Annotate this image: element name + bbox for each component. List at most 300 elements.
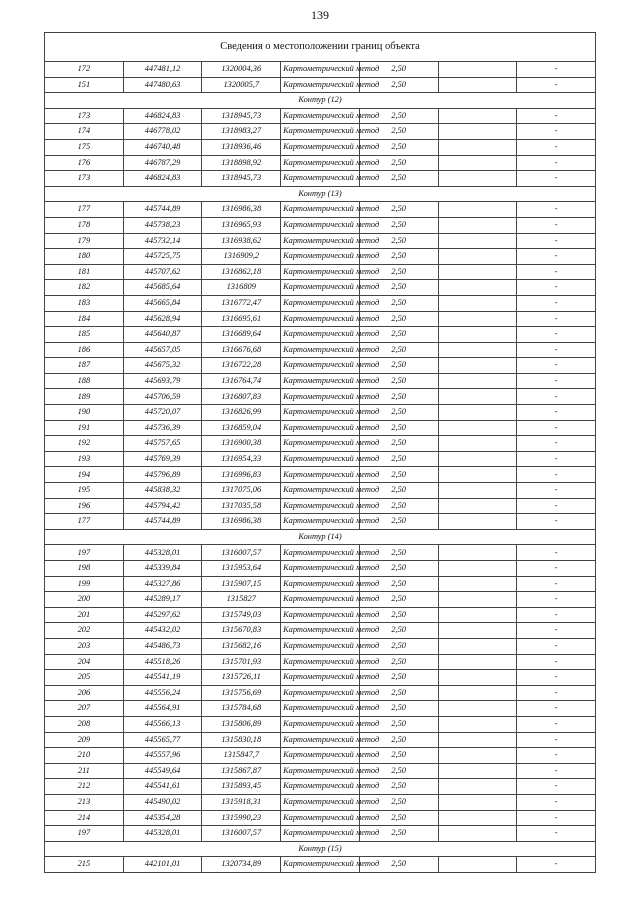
method-cell: Картометрический метод bbox=[281, 202, 360, 218]
note-cell: - bbox=[517, 857, 596, 873]
accuracy-cell: 2,50 bbox=[359, 171, 438, 187]
accuracy-cell: 2,50 bbox=[359, 124, 438, 140]
x-coordinate-cell: 445640,87 bbox=[123, 327, 202, 343]
x-coordinate-cell: 446778,02 bbox=[123, 124, 202, 140]
y-coordinate-cell: 1316965,93 bbox=[202, 217, 281, 233]
extra-cell bbox=[438, 810, 517, 826]
y-coordinate-cell: 1315918,31 bbox=[202, 794, 281, 810]
table-row bbox=[45, 155, 596, 171]
point-number-cell: 177 bbox=[45, 202, 124, 218]
table-row bbox=[45, 483, 596, 499]
extra-cell bbox=[438, 249, 517, 265]
point-number-cell: 184 bbox=[45, 311, 124, 327]
accuracy-cell: 2,50 bbox=[359, 857, 438, 873]
x-coordinate-cell: 445720,07 bbox=[123, 405, 202, 421]
contour-label: Контур (12) bbox=[45, 93, 596, 109]
table-row bbox=[45, 124, 596, 140]
method-cell: Картометрический метод bbox=[281, 358, 360, 374]
accuracy-cell: 2,50 bbox=[359, 779, 438, 795]
method-cell: Картометрический метод bbox=[281, 810, 360, 826]
extra-cell bbox=[438, 576, 517, 592]
x-coordinate-cell: 445486,73 bbox=[123, 638, 202, 654]
accuracy-cell: 2,50 bbox=[359, 685, 438, 701]
y-coordinate-cell: 1315784,68 bbox=[202, 701, 281, 717]
note-cell: - bbox=[517, 826, 596, 842]
method-cell: Картометрический метод bbox=[281, 311, 360, 327]
table-row bbox=[45, 561, 596, 577]
note-cell: - bbox=[517, 561, 596, 577]
extra-cell bbox=[438, 716, 517, 732]
point-number-cell: 213 bbox=[45, 794, 124, 810]
x-coordinate-cell: 445556,24 bbox=[123, 685, 202, 701]
y-coordinate-cell: 1316986,38 bbox=[202, 202, 281, 218]
extra-cell bbox=[438, 155, 517, 171]
method-cell: Картометрический метод bbox=[281, 342, 360, 358]
note-cell: - bbox=[517, 249, 596, 265]
table-row bbox=[45, 763, 596, 779]
point-number-cell: 199 bbox=[45, 576, 124, 592]
table-row bbox=[45, 77, 596, 93]
contour-label: Контур (13) bbox=[45, 186, 596, 202]
table-row bbox=[45, 233, 596, 249]
x-coordinate-cell: 446824,83 bbox=[123, 171, 202, 187]
accuracy-cell: 2,50 bbox=[359, 233, 438, 249]
point-number-cell: 178 bbox=[45, 217, 124, 233]
x-coordinate-cell: 445769,39 bbox=[123, 451, 202, 467]
note-cell: - bbox=[517, 732, 596, 748]
table-row bbox=[45, 498, 596, 514]
point-number-cell: 197 bbox=[45, 545, 124, 561]
extra-cell bbox=[438, 124, 517, 140]
y-coordinate-cell: 1316007,57 bbox=[202, 826, 281, 842]
table-row bbox=[45, 779, 596, 795]
y-coordinate-cell: 1315830,18 bbox=[202, 732, 281, 748]
point-number-cell: 198 bbox=[45, 561, 124, 577]
accuracy-cell: 2,50 bbox=[359, 498, 438, 514]
table-row bbox=[45, 62, 596, 78]
accuracy-cell: 2,50 bbox=[359, 311, 438, 327]
extra-cell bbox=[438, 233, 517, 249]
x-coordinate-cell: 445757,65 bbox=[123, 436, 202, 452]
accuracy-cell: 2,50 bbox=[359, 155, 438, 171]
table-row bbox=[45, 748, 596, 764]
y-coordinate-cell: 1315682,16 bbox=[202, 638, 281, 654]
note-cell: - bbox=[517, 779, 596, 795]
table-row bbox=[45, 280, 596, 296]
x-coordinate-cell: 445628,94 bbox=[123, 311, 202, 327]
y-coordinate-cell: 1318983,27 bbox=[202, 124, 281, 140]
contour-row bbox=[45, 529, 596, 545]
point-number-cell: 208 bbox=[45, 716, 124, 732]
method-cell: Картометрический метод bbox=[281, 264, 360, 280]
table-row bbox=[45, 373, 596, 389]
accuracy-cell: 2,50 bbox=[359, 405, 438, 421]
note-cell: - bbox=[517, 498, 596, 514]
y-coordinate-cell: 1315953,64 bbox=[202, 561, 281, 577]
method-cell: Картометрический метод bbox=[281, 249, 360, 265]
extra-cell bbox=[438, 405, 517, 421]
table-row bbox=[45, 264, 596, 280]
point-number-cell: 173 bbox=[45, 108, 124, 124]
note-cell: - bbox=[517, 171, 596, 187]
point-number-cell: 212 bbox=[45, 779, 124, 795]
table-row bbox=[45, 342, 596, 358]
page-number: 139 bbox=[311, 8, 329, 22]
x-coordinate-cell: 445339,84 bbox=[123, 561, 202, 577]
y-coordinate-cell: 1316954,33 bbox=[202, 451, 281, 467]
table-row bbox=[45, 405, 596, 421]
extra-cell bbox=[438, 436, 517, 452]
y-coordinate-cell: 1318945,73 bbox=[202, 171, 281, 187]
accuracy-cell: 2,50 bbox=[359, 748, 438, 764]
accuracy-cell: 2,50 bbox=[359, 607, 438, 623]
point-number-cell: 206 bbox=[45, 685, 124, 701]
point-number-cell: 211 bbox=[45, 763, 124, 779]
note-cell: - bbox=[517, 295, 596, 311]
extra-cell bbox=[438, 545, 517, 561]
note-cell: - bbox=[517, 327, 596, 343]
point-number-cell: 204 bbox=[45, 654, 124, 670]
method-cell: Картометрический метод bbox=[281, 607, 360, 623]
note-cell: - bbox=[517, 592, 596, 608]
extra-cell bbox=[438, 389, 517, 405]
extra-cell bbox=[438, 638, 517, 654]
point-number-cell: 182 bbox=[45, 280, 124, 296]
extra-cell bbox=[438, 748, 517, 764]
note-cell: - bbox=[517, 124, 596, 140]
y-coordinate-cell: 1316986,38 bbox=[202, 514, 281, 530]
x-coordinate-cell: 446787,29 bbox=[123, 155, 202, 171]
point-number-cell: 197 bbox=[45, 826, 124, 842]
extra-cell bbox=[438, 311, 517, 327]
y-coordinate-cell: 1315867,87 bbox=[202, 763, 281, 779]
contour-row bbox=[45, 186, 596, 202]
note-cell: - bbox=[517, 483, 596, 499]
accuracy-cell: 2,50 bbox=[359, 483, 438, 499]
x-coordinate-cell: 445736,39 bbox=[123, 420, 202, 436]
method-cell: Картометрический метод bbox=[281, 171, 360, 187]
y-coordinate-cell: 1315726,11 bbox=[202, 670, 281, 686]
accuracy-cell: 2,50 bbox=[359, 561, 438, 577]
point-number-cell: 172 bbox=[45, 62, 124, 78]
table-row bbox=[45, 701, 596, 717]
x-coordinate-cell: 445675,32 bbox=[123, 358, 202, 374]
point-number-cell: 180 bbox=[45, 249, 124, 265]
table-row bbox=[45, 139, 596, 155]
x-coordinate-cell: 445557,96 bbox=[123, 748, 202, 764]
point-number-cell: 189 bbox=[45, 389, 124, 405]
accuracy-cell: 2,50 bbox=[359, 716, 438, 732]
x-coordinate-cell: 442101,01 bbox=[123, 857, 202, 873]
y-coordinate-cell: 1316862,18 bbox=[202, 264, 281, 280]
method-cell: Картометрический метод bbox=[281, 483, 360, 499]
table-row bbox=[45, 295, 596, 311]
extra-cell bbox=[438, 171, 517, 187]
accuracy-cell: 2,50 bbox=[359, 202, 438, 218]
note-cell: - bbox=[517, 342, 596, 358]
extra-cell bbox=[438, 295, 517, 311]
extra-cell bbox=[438, 732, 517, 748]
table-row bbox=[45, 217, 596, 233]
extra-cell bbox=[438, 794, 517, 810]
point-number-cell: 173 bbox=[45, 171, 124, 187]
x-coordinate-cell: 445744,89 bbox=[123, 514, 202, 530]
extra-cell bbox=[438, 779, 517, 795]
note-cell: - bbox=[517, 607, 596, 623]
accuracy-cell: 2,50 bbox=[359, 373, 438, 389]
accuracy-cell: 2,50 bbox=[359, 217, 438, 233]
x-coordinate-cell: 445327,86 bbox=[123, 576, 202, 592]
note-cell: - bbox=[517, 701, 596, 717]
y-coordinate-cell: 1317035,58 bbox=[202, 498, 281, 514]
accuracy-cell: 2,50 bbox=[359, 295, 438, 311]
y-coordinate-cell: 1318945,73 bbox=[202, 108, 281, 124]
table-row bbox=[45, 638, 596, 654]
note-cell: - bbox=[517, 155, 596, 171]
method-cell: Картометрический метод bbox=[281, 763, 360, 779]
y-coordinate-cell: 1316722,28 bbox=[202, 358, 281, 374]
extra-cell bbox=[438, 342, 517, 358]
method-cell: Картометрический метод bbox=[281, 155, 360, 171]
note-cell: - bbox=[517, 202, 596, 218]
extra-cell bbox=[438, 420, 517, 436]
accuracy-cell: 2,50 bbox=[359, 264, 438, 280]
accuracy-cell: 2,50 bbox=[359, 623, 438, 639]
x-coordinate-cell: 447481,12 bbox=[123, 62, 202, 78]
contour-row bbox=[45, 93, 596, 109]
y-coordinate-cell: 1316909,2 bbox=[202, 249, 281, 265]
point-number-cell: 179 bbox=[45, 233, 124, 249]
point-number-cell: 187 bbox=[45, 358, 124, 374]
extra-cell bbox=[438, 451, 517, 467]
extra-cell bbox=[438, 826, 517, 842]
note-cell: - bbox=[517, 139, 596, 155]
method-cell: Картометрический метод bbox=[281, 857, 360, 873]
extra-cell bbox=[438, 108, 517, 124]
x-coordinate-cell: 445732,14 bbox=[123, 233, 202, 249]
y-coordinate-cell: 1316695,61 bbox=[202, 311, 281, 327]
table-row bbox=[45, 327, 596, 343]
table-row bbox=[45, 670, 596, 686]
method-cell: Картометрический метод bbox=[281, 233, 360, 249]
x-coordinate-cell: 445432,02 bbox=[123, 623, 202, 639]
y-coordinate-cell: 1316859,04 bbox=[202, 420, 281, 436]
method-cell: Картометрический метод bbox=[281, 108, 360, 124]
note-cell: - bbox=[517, 670, 596, 686]
accuracy-cell: 2,50 bbox=[359, 794, 438, 810]
method-cell: Картометрический метод bbox=[281, 327, 360, 343]
accuracy-cell: 2,50 bbox=[359, 436, 438, 452]
method-cell: Картометрический метод bbox=[281, 514, 360, 530]
method-cell: Картометрический метод bbox=[281, 748, 360, 764]
note-cell: - bbox=[517, 794, 596, 810]
method-cell: Картометрический метод bbox=[281, 436, 360, 452]
point-number-cell: 175 bbox=[45, 139, 124, 155]
x-coordinate-cell: 446740,48 bbox=[123, 139, 202, 155]
y-coordinate-cell: 1315847,7 bbox=[202, 748, 281, 764]
extra-cell bbox=[438, 483, 517, 499]
point-number-cell: 195 bbox=[45, 483, 124, 499]
note-cell: - bbox=[517, 638, 596, 654]
x-coordinate-cell: 445564,91 bbox=[123, 701, 202, 717]
table-row bbox=[45, 420, 596, 436]
note-cell: - bbox=[517, 514, 596, 530]
point-number-cell: 192 bbox=[45, 436, 124, 452]
method-cell: Картометрический метод bbox=[281, 420, 360, 436]
method-cell: Картометрический метод bbox=[281, 77, 360, 93]
y-coordinate-cell: 1316772,47 bbox=[202, 295, 281, 311]
method-cell: Картометрический метод bbox=[281, 794, 360, 810]
x-coordinate-cell: 445796,89 bbox=[123, 467, 202, 483]
contour-row bbox=[45, 841, 596, 857]
x-coordinate-cell: 445838,32 bbox=[123, 483, 202, 499]
point-number-cell: 193 bbox=[45, 451, 124, 467]
point-number-cell: 203 bbox=[45, 638, 124, 654]
note-cell: - bbox=[517, 264, 596, 280]
point-number-cell: 190 bbox=[45, 405, 124, 421]
accuracy-cell: 2,50 bbox=[359, 249, 438, 265]
x-coordinate-cell: 445706,59 bbox=[123, 389, 202, 405]
extra-cell bbox=[438, 670, 517, 686]
extra-cell bbox=[438, 857, 517, 873]
point-number-cell: 176 bbox=[45, 155, 124, 171]
x-coordinate-cell: 445490,02 bbox=[123, 794, 202, 810]
note-cell: - bbox=[517, 545, 596, 561]
method-cell: Картометрический метод bbox=[281, 716, 360, 732]
y-coordinate-cell: 1315827 bbox=[202, 592, 281, 608]
y-coordinate-cell: 1315990,23 bbox=[202, 810, 281, 826]
note-cell: - bbox=[517, 654, 596, 670]
x-coordinate-cell: 445657,05 bbox=[123, 342, 202, 358]
note-cell: - bbox=[517, 810, 596, 826]
x-coordinate-cell: 445685,64 bbox=[123, 280, 202, 296]
method-cell: Картометрический метод bbox=[281, 576, 360, 592]
table-row bbox=[45, 514, 596, 530]
extra-cell bbox=[438, 77, 517, 93]
note-cell: - bbox=[517, 685, 596, 701]
note-cell: - bbox=[517, 389, 596, 405]
y-coordinate-cell: 1316007,57 bbox=[202, 545, 281, 561]
x-coordinate-cell: 445744,89 bbox=[123, 202, 202, 218]
x-coordinate-cell: 447480,63 bbox=[123, 77, 202, 93]
table-row bbox=[45, 826, 596, 842]
point-number-cell: 174 bbox=[45, 124, 124, 140]
table-row bbox=[45, 592, 596, 608]
accuracy-cell: 2,50 bbox=[359, 654, 438, 670]
x-coordinate-cell: 445518,26 bbox=[123, 654, 202, 670]
x-coordinate-cell: 445328,01 bbox=[123, 826, 202, 842]
note-cell: - bbox=[517, 311, 596, 327]
method-cell: Картометрический метод bbox=[281, 638, 360, 654]
point-number-cell: 210 bbox=[45, 748, 124, 764]
y-coordinate-cell: 1316809 bbox=[202, 280, 281, 296]
point-number-cell: 214 bbox=[45, 810, 124, 826]
point-number-cell: 215 bbox=[45, 857, 124, 873]
method-cell: Картометрический метод bbox=[281, 295, 360, 311]
note-cell: - bbox=[517, 62, 596, 78]
y-coordinate-cell: 1320004,36 bbox=[202, 62, 281, 78]
table-row bbox=[45, 451, 596, 467]
accuracy-cell: 2,50 bbox=[359, 545, 438, 561]
method-cell: Картометрический метод bbox=[281, 826, 360, 842]
accuracy-cell: 2,50 bbox=[359, 358, 438, 374]
point-number-cell: 194 bbox=[45, 467, 124, 483]
point-number-cell: 188 bbox=[45, 373, 124, 389]
point-number-cell: 196 bbox=[45, 498, 124, 514]
note-cell: - bbox=[517, 467, 596, 483]
accuracy-cell: 2,50 bbox=[359, 327, 438, 343]
table-title: Сведения о местоположении границ объекта bbox=[45, 33, 596, 62]
table-row bbox=[45, 857, 596, 873]
method-cell: Картометрический метод bbox=[281, 62, 360, 78]
method-cell: Картометрический метод bbox=[281, 732, 360, 748]
x-coordinate-cell: 445693,79 bbox=[123, 373, 202, 389]
extra-cell bbox=[438, 217, 517, 233]
accuracy-cell: 2,50 bbox=[359, 576, 438, 592]
table-row bbox=[45, 685, 596, 701]
accuracy-cell: 2,50 bbox=[359, 280, 438, 296]
accuracy-cell: 2,50 bbox=[359, 514, 438, 530]
contour-label: Контур (14) bbox=[45, 529, 596, 545]
table-header-row bbox=[45, 33, 596, 62]
y-coordinate-cell: 1315749,03 bbox=[202, 607, 281, 623]
table-row bbox=[45, 202, 596, 218]
accuracy-cell: 2,50 bbox=[359, 732, 438, 748]
note-cell: - bbox=[517, 233, 596, 249]
point-number-cell: 201 bbox=[45, 607, 124, 623]
point-number-cell: 191 bbox=[45, 420, 124, 436]
x-coordinate-cell: 445541,61 bbox=[123, 779, 202, 795]
y-coordinate-cell: 1315670,83 bbox=[202, 623, 281, 639]
method-cell: Картометрический метод bbox=[281, 685, 360, 701]
point-number-cell: 177 bbox=[45, 514, 124, 530]
x-coordinate-cell: 445549,64 bbox=[123, 763, 202, 779]
point-number-cell: 181 bbox=[45, 264, 124, 280]
note-cell: - bbox=[517, 420, 596, 436]
extra-cell bbox=[438, 592, 517, 608]
accuracy-cell: 2,50 bbox=[359, 389, 438, 405]
note-cell: - bbox=[517, 576, 596, 592]
method-cell: Картометрический метод bbox=[281, 124, 360, 140]
accuracy-cell: 2,50 bbox=[359, 638, 438, 654]
x-coordinate-cell: 445794,42 bbox=[123, 498, 202, 514]
table-row bbox=[45, 623, 596, 639]
point-number-cell: 207 bbox=[45, 701, 124, 717]
x-coordinate-cell: 445354,28 bbox=[123, 810, 202, 826]
method-cell: Картометрический метод bbox=[281, 654, 360, 670]
y-coordinate-cell: 1315907,15 bbox=[202, 576, 281, 592]
method-cell: Картометрический метод bbox=[281, 701, 360, 717]
method-cell: Картометрический метод bbox=[281, 389, 360, 405]
table-row bbox=[45, 467, 596, 483]
x-coordinate-cell: 445289,17 bbox=[123, 592, 202, 608]
point-number-cell: 209 bbox=[45, 732, 124, 748]
table-row bbox=[45, 358, 596, 374]
contour-label: Контур (15) bbox=[45, 841, 596, 857]
x-coordinate-cell: 445738,23 bbox=[123, 217, 202, 233]
point-number-cell: 200 bbox=[45, 592, 124, 608]
accuracy-cell: 2,50 bbox=[359, 701, 438, 717]
method-cell: Картометрический метод bbox=[281, 451, 360, 467]
method-cell: Картометрический метод bbox=[281, 670, 360, 686]
table-row bbox=[45, 436, 596, 452]
extra-cell bbox=[438, 280, 517, 296]
note-cell: - bbox=[517, 280, 596, 296]
table-row bbox=[45, 545, 596, 561]
table-row bbox=[45, 249, 596, 265]
note-cell: - bbox=[517, 405, 596, 421]
accuracy-cell: 2,50 bbox=[359, 592, 438, 608]
